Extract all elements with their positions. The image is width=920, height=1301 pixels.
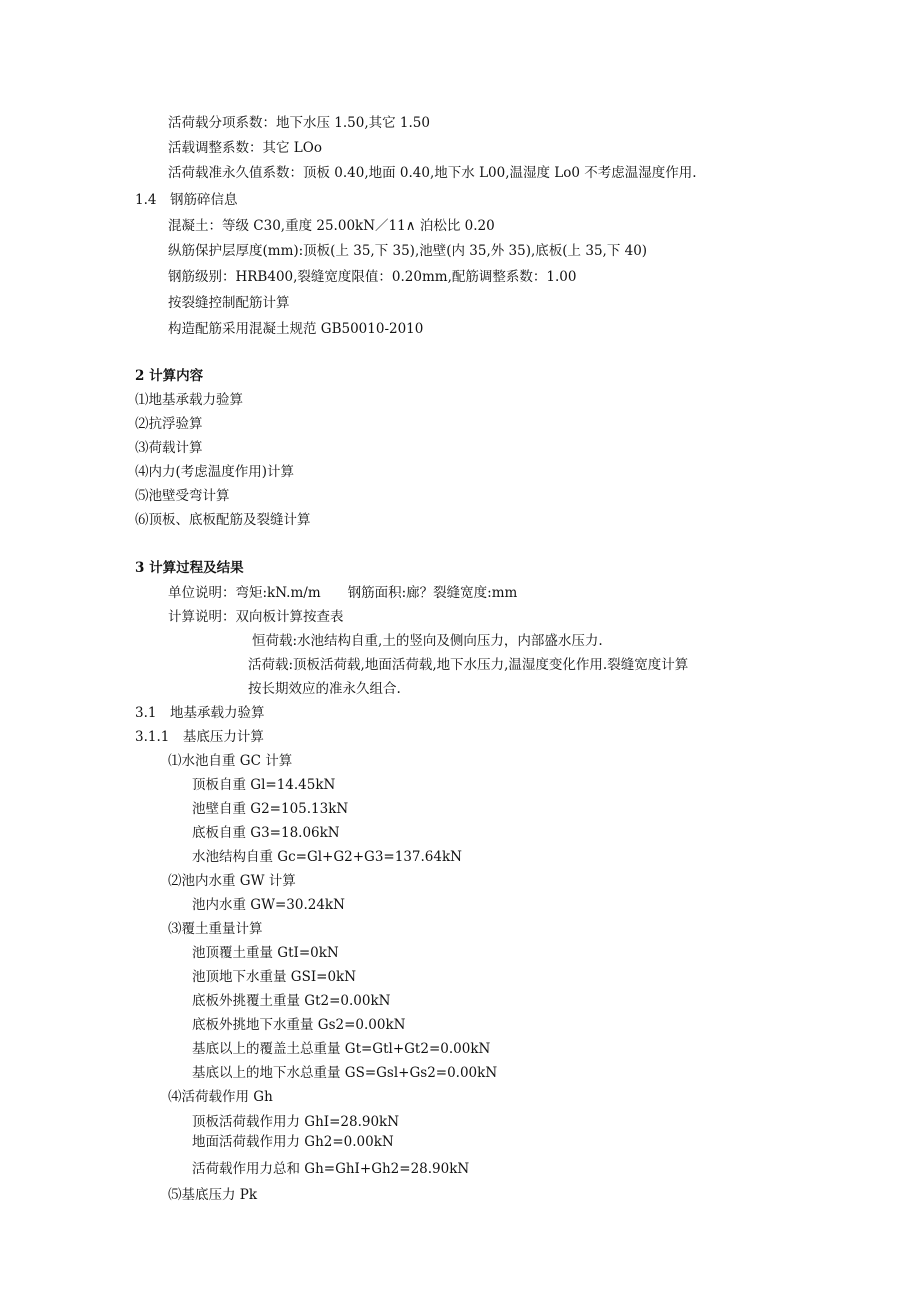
content-item-1: ⑴地基承载力验算 (135, 392, 243, 408)
calc-description: 计算说明：双向板计算按查表 (168, 609, 344, 625)
overhang-groundwater-weight: 底板外挑地下水重量 Gs2=0.00kN (192, 1017, 406, 1033)
content-item-3: ⑶荷载计算 (135, 440, 203, 456)
live-load-partial-factor: 活荷载分项系数：地下水压 1.50,其它 1.50 (168, 115, 430, 131)
cover-thickness-info: 纵筋保护层厚度(mm):顶板(上 35,下 35),池壁(内 35,外 35),底板(上 35,下 40) (168, 243, 648, 259)
roof-live-load-force: 顶板活荷载作用力 GhI=28.90kN (192, 1114, 400, 1130)
section-1-4-heading: 1.4 钢筋碎信息 (135, 192, 238, 208)
section-2-heading: 2 计算内容 (135, 368, 204, 384)
content-item-6: ⑹顶板、底板配筋及裂缝计算 (135, 512, 311, 528)
section-3-heading: 3 计算过程及结果 (135, 560, 244, 576)
unit-description: 单位说明：弯矩:kN.m/m 钢筋面积:廊？裂缝宽度:mm (168, 585, 518, 601)
rebar-grade-info: 钢筋级别：HRB400,裂缝宽度限值：0.20mm,配筋调整系数：1.00 (168, 269, 577, 285)
structure-self-weight: 水池结构自重 Gc=Gl+G2+G3=137.64kN (192, 849, 462, 865)
bottom-self-weight: 底板自重 G3=18.06kN (192, 825, 340, 841)
roof-soil-weight: 池顶覆土重量 GtI=0kN (192, 945, 339, 961)
roof-self-weight: 顶板自重 Gl=14.45kN (192, 777, 336, 793)
construction-rebar-code: 构造配筋采用混凝土规范 GB50010-2010 (168, 321, 424, 337)
live-load-description-cont: 按长期效应的准永久组合. (248, 681, 401, 697)
section-3-1-1-heading: 3.1.1 基底压力计算 (135, 729, 264, 745)
dead-load-description: 恒荷载:水池结构自重,土的竖向及侧向压力，内部盛水压力. (252, 633, 603, 649)
total-groundwater-weight: 基底以上的地下水总重量 GS=Gsl+Gs2=0.00kN (192, 1065, 498, 1081)
water-weight: 池内水重 GW=30.24kN (192, 897, 345, 913)
live-load-quasi-permanent-factor: 活荷载准永久值系数：顶板 0.40,地面 0.40,地下水 L00,温湿度 Lo0 不考虑温湿度作用. (168, 165, 697, 181)
content-item-5: ⑸池壁受弯计算 (135, 488, 230, 504)
water-weight-heading: ⑵池内水重 GW 计算 (168, 873, 296, 889)
live-load-action-heading: ⑷活荷载作用 Gh (168, 1089, 273, 1105)
live-load-adjustment-factor: 活载调整系数：其它 LOo (168, 140, 322, 156)
section-3-1-heading: 3.1 地基承载力验算 (135, 705, 265, 721)
ground-live-load-force: 地面活荷载作用力 Gh2=0.00kN (192, 1134, 394, 1150)
total-soil-weight: 基底以上的覆盖土总重量 Gt=Gtl+Gt2=0.00kN (192, 1041, 491, 1057)
content-item-2: ⑵抗浮验算 (135, 416, 203, 432)
live-load-description: 活荷载:顶板活荷载,地面活荷载,地下水压力,温湿度变化作用.裂缝宽度计算 (248, 657, 689, 673)
crack-control-note: 按裂缝控制配筋计算 (168, 295, 290, 311)
roof-groundwater-weight: 池顶地下水重量 GSI=0kN (192, 969, 357, 985)
content-item-4: ⑷内力(考虑温度作用)计算 (135, 464, 295, 480)
base-pressure-heading: ⑸基底压力 Pk (168, 1187, 258, 1203)
total-live-load-force: 活荷载作用力总和 Gh=GhI+Gh2=28.90kN (192, 1161, 470, 1177)
overhang-soil-weight: 底板外挑覆土重量 Gt2=0.00kN (192, 993, 391, 1009)
soil-weight-heading: ⑶覆土重量计算 (168, 921, 263, 937)
pool-self-weight-heading: ⑴水池自重 GC 计算 (168, 753, 293, 769)
wall-self-weight: 池壁自重 G2=105.13kN (192, 801, 349, 817)
concrete-info: 混凝土：等级 C30,重度 25.00kN／11∧ 泊松比 0.20 (168, 218, 495, 234)
